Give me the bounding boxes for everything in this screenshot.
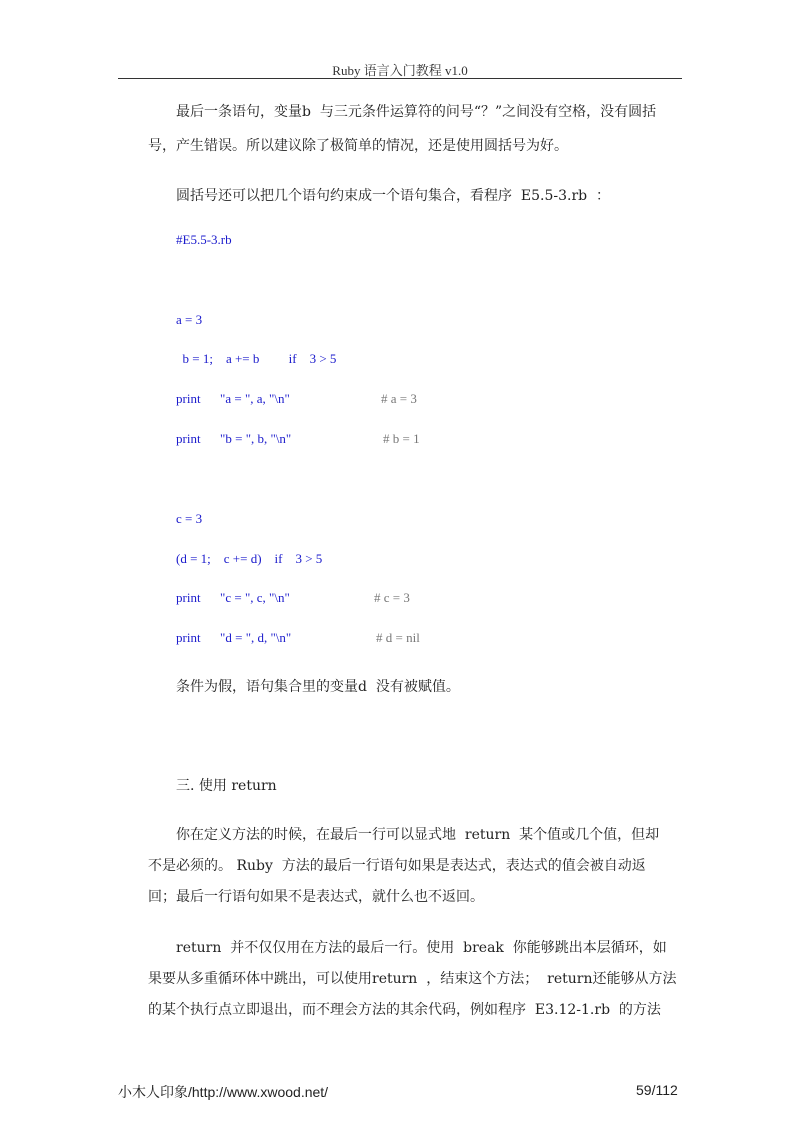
section-heading: 三. 使用 return <box>176 778 277 794</box>
paragraph-line: 条件为假，语句集合里的变量d 没有被赋值。 <box>176 679 460 695</box>
paragraph-line: 你在定义方法的时候，在最后一行可以显式地 return 某个值或几个值，但却 <box>176 827 660 843</box>
paragraph-line: 圆括号还可以把几个语句约束成一个语句集合，看程序 E5.5-3.rb ： <box>176 188 611 204</box>
code-comment: # b = 1 <box>383 431 420 446</box>
paragraph-line: 的某个执行点立即退出，而不理会方法的其余代码，例如程序 E3.12-1.rb 的方法 <box>148 1002 661 1018</box>
header-divider <box>118 78 682 79</box>
code-line: a = 3 <box>176 312 203 327</box>
paragraph-line: 号，产生错误。所以建议除了极简单的情况，还是使用圆括号为好。 <box>148 138 568 154</box>
code-line: print "c = ", c, "\n" <box>176 590 290 605</box>
document-title: Ruby 语言入门教程 v1.0 <box>332 63 468 78</box>
code-line: b = 1; a += b if 3 > 5 <box>176 351 337 366</box>
paragraph-line: 最后一条语句，变量b 与三元条件运算符的问号“？”之间没有空格，没有圆括 <box>176 104 657 120</box>
paragraph-line: 不是必须的。 Ruby 方法的最后一行语句如果是表达式，表达式的值会被自动返 <box>148 858 646 874</box>
code-comment: # d = nil <box>376 630 420 645</box>
paragraph-line: 回；最后一行语句如果不是表达式，就什么也不返回。 <box>148 889 484 905</box>
code-line: c = 3 <box>176 511 203 526</box>
code-comment: # c = 3 <box>374 590 410 605</box>
code-comment: # a = 3 <box>381 391 417 406</box>
code-line: print "a = ", a, "\n" <box>176 391 290 406</box>
code-filename: #E5.5-3.rb <box>176 232 232 247</box>
paragraph-line: return 并不仅仅用在方法的最后一行。使用 break 你能够跳出本层循环，如 <box>176 940 667 956</box>
paragraph-line: 果要从多重循环体中跳出，可以使用return ，结束这个方法； return还能够从方法 <box>148 971 677 987</box>
code-line: print "b = ", b, "\n" <box>176 431 292 446</box>
code-line: print "d = ", d, "\n" <box>176 630 292 645</box>
code-line: (d = 1; c += d) if 3 > 5 <box>176 551 323 566</box>
footer-source-link[interactable]: 小木人印象/http://www.xwood.net/ <box>118 1084 329 1100</box>
page-number: 59/112 <box>636 1082 678 1098</box>
